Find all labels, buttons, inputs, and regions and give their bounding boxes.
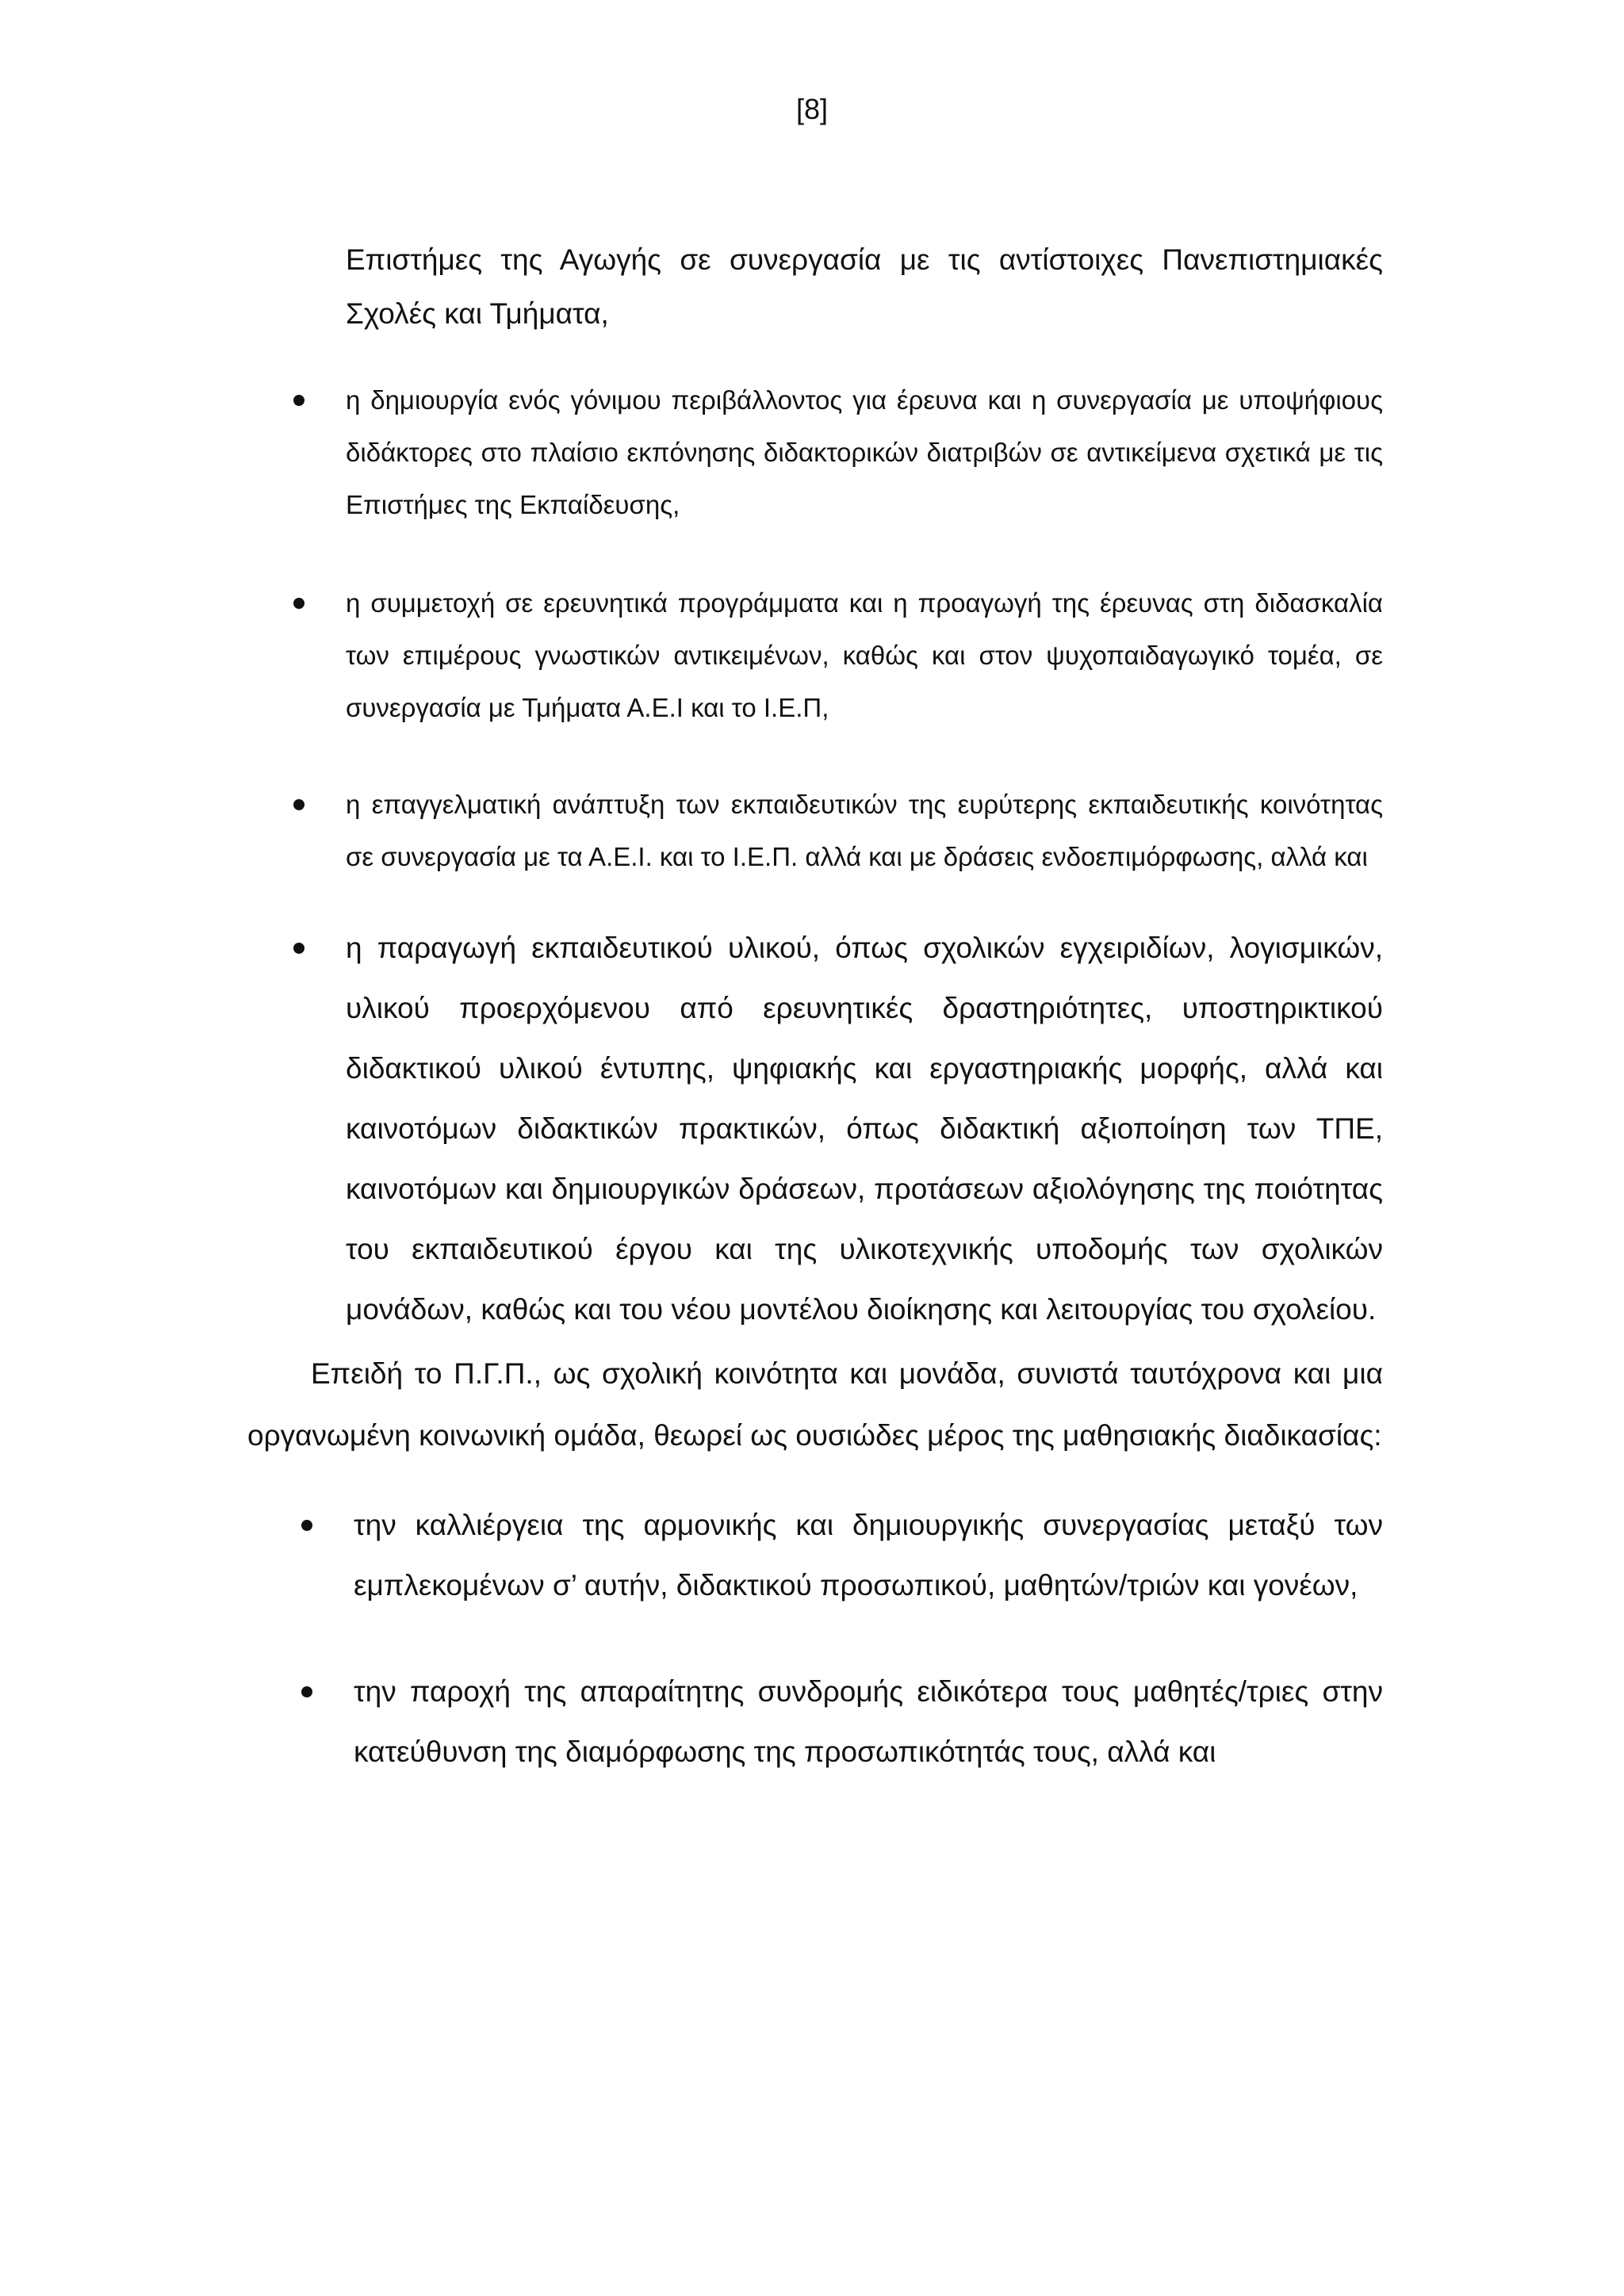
bullet-icon <box>293 395 304 406</box>
bullet-icon <box>301 1520 312 1531</box>
list-item-text: η συμμετοχή σε ερευνητικά προγράμματα και η προαγωγή της έρευνας στη διδασκαλία των επιμέρους γνωστικών αντικειμένων, καθώς και στον ψυχοπαιδαγωγικό τομέα, σε συνεργασία με Τμήματα Α.Ε.Ι και το Ι.Ε.Π, <box>346 588 1383 722</box>
bullet-list-community <box>247 1495 1383 1782</box>
list-item-text: την καλλιέργεια της αρμονικής και δημιουργικής συνεργασίας μεταξύ των εμπλεκομένων σ’ αυτήν, διδακτικού προσωπικού, μαθητών/τριών και γονέων, <box>354 1509 1383 1601</box>
body-paragraph: Επειδή το Π.Γ.Π., ως σχολική κοινότητα και μονάδα, συνιστά ταυτόχρονα και μια οργανωμένη κοινωνική ομάδα, θεωρεί ως ουσιώδες μέρος της μαθησιακής διαδικασίας: <box>247 1357 1383 1452</box>
bullet-icon <box>293 799 304 810</box>
list-item <box>247 1495 1383 1616</box>
list-item <box>247 779 1383 883</box>
bullet-icon <box>293 943 304 954</box>
bullet-icon <box>293 598 304 609</box>
continuation-text: Επιστήμες της Αγωγής σε συνεργασία με τις αντίστοιχες Πανεπιστημιακές Σχολές και Τμήματα, <box>346 243 1383 330</box>
list-item <box>247 918 1383 1340</box>
list-item-text: η επαγγελματική ανάπτυξη των εκπαιδευτικών της ευρύτερης εκπαιδευτικής κοινότητας σε συνεργασία με τα Α.Ε.Ι. και το Ι.Ε.Π. αλλά και με δράσεις ενδοεπιμόρφωσης, αλλά και <box>346 790 1383 871</box>
list-item <box>247 374 1383 531</box>
list-item-text: την παροχή της απαραίτητης συνδρομής ειδικότερα τους μαθητές/τριες στην κατεύθυνση της διαμόρφωσης της προσωπικότητάς τους, αλλά και <box>354 1675 1383 1768</box>
page-number: [8] <box>795 93 829 125</box>
list-item <box>247 577 1383 734</box>
list-item-text: η παραγωγή εκπαιδευτικού υλικού, όπως σχολικών εγχειριδίων, λογισμικών, υλικού προερχόμενου από ερευνητικές δραστηριότητες, υποστηρικτικού διδακτικού υλικού έντυπης, ψηφιακής και εργαστηριακής μορφής, αλλά και καινοτόμων διδακτικών πρακτικών, όπως διδακτική αξιοποίηση των ΤΠΕ, καινοτόμων και δημιουργικών δράσεων, προτάσεων αξιολόγησης της ποιότητας του εκπαιδευτικού έργου και της υλικοτεχνικής υποδομής των σχολικών μονάδων, καθώς και του νέου μοντέλου διοίκησης και λειτουργίας του σχολείου. <box>346 932 1383 1326</box>
bullet-icon <box>301 1686 312 1697</box>
document-body <box>247 233 1383 1782</box>
bullet-list-material <box>247 918 1383 1340</box>
list-item <box>247 1662 1383 1782</box>
list-item-text: η δημιουργία ενός γόνιμου περιβάλλοντος για έρευνα και η συνεργασία με υποψήφιους διδάκτορες στο πλαίσιο εκπόνησης διδακτορικών διατριβών σε αντικείμενα σχετικά με τις Επιστήμες της Εκπαίδευσης, <box>346 385 1383 519</box>
bullet-list-research <box>247 374 1383 883</box>
